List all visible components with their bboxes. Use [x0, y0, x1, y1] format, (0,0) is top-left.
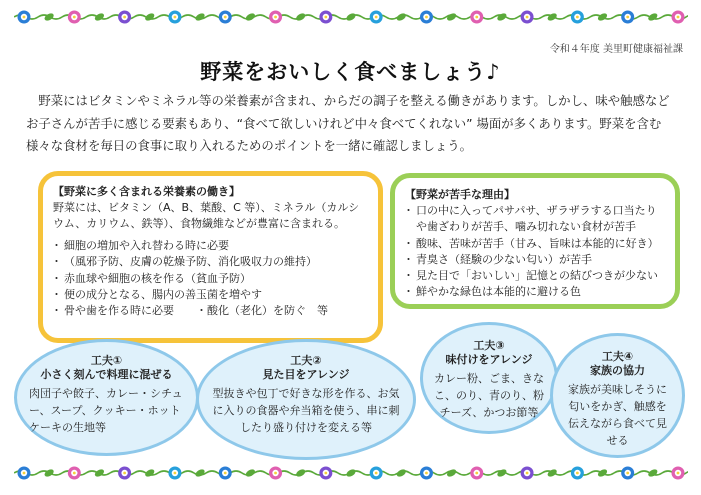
morning-glory-vine-top: [14, 5, 688, 29]
vine-leaf-icon: [345, 12, 357, 22]
morning-glory-flower-icon: [18, 11, 31, 24]
tip-title: 小さく刻んで料理に混ぜる: [40, 368, 173, 381]
vine-leaf-icon: [647, 12, 659, 22]
morning-glory-flower-icon: [521, 11, 534, 24]
tip-number: 工夫②: [290, 354, 322, 367]
morning-glory-flower-icon: [319, 467, 332, 480]
vine-leaf-icon: [647, 468, 659, 478]
dislike-item: ・ 見た目で「おいしい」記憶との結びつきが少ない: [405, 268, 665, 284]
vine-leaf-icon: [446, 468, 458, 478]
tip-body: 肉団子や餃子、カレー・シチュー、スープ、クッキー・ホットケーキの生地等: [29, 387, 183, 434]
vine-leaf-icon: [43, 12, 55, 22]
vine-leaf-icon: [295, 12, 307, 22]
morning-glory-flower-icon: [269, 467, 282, 480]
dislike-reasons-box: [390, 173, 680, 309]
morning-glory-flower-icon: [571, 11, 584, 24]
morning-glory-flower-icon: [370, 467, 383, 480]
vine-leaf-icon: [144, 468, 156, 478]
vine-leaf-icon: [446, 12, 458, 22]
intro-text: 野菜にはビタミンやミネラル等の栄養素が含まれ、からだの調子を整える働きがあります。しかし、味や触感などお子さんが苦手に感じる要素もあり、“食べて欲しいけれど中々食べてくれない” 場面が多くあります。野菜を含む様々な食材を毎日の食事に取り入れるためのポイントを一緒に確認しましょう。: [26, 93, 670, 153]
page-title: 野菜をおいしく食べましょう♪: [200, 60, 501, 84]
nutrients-item: ・ 細胞の増加や入れ替わる時に必要: [53, 238, 368, 254]
morning-glory-flower-icon: [118, 467, 131, 480]
morning-glory-flower-icon: [672, 467, 685, 480]
morning-glory-flower-icon: [68, 467, 81, 480]
morning-glory-flower-icon: [621, 11, 634, 24]
morning-glory-flower-icon: [168, 11, 181, 24]
morning-glory-flower-icon: [219, 11, 232, 24]
morning-glory-flower-icon: [420, 467, 433, 480]
vine-leaf-icon: [144, 12, 156, 22]
tip-body: カレー粉、ごま、きなこ、のり、青のり、粉チーズ、かつお節等: [434, 372, 544, 419]
morning-glory-flower-icon: [18, 467, 31, 480]
vine-leaf-icon: [245, 12, 257, 22]
nutrients-item-note-text: （風邪予防、皮膚の乾燥予防、消化吸収力の維持）: [64, 255, 317, 269]
morning-glory-flower-icon: [420, 11, 433, 24]
nutrients-list: [53, 238, 368, 319]
morning-glory-flower-icon: [68, 11, 81, 24]
nutrients-item-note: [53, 254, 368, 270]
tip-oval-2: [196, 339, 416, 460]
morning-glory-flower-icon: [219, 467, 232, 480]
vine-leaf-icon: [94, 12, 106, 22]
morning-glory-flower-icon: [269, 11, 282, 24]
tip-oval-3: [420, 322, 558, 434]
vine-leaf-icon: [194, 12, 206, 22]
vine-leaf-icon: [546, 12, 558, 22]
nutrients-heading: 【野菜に多く含まれる栄養素の働き】: [53, 185, 240, 198]
intro-paragraph: [26, 90, 676, 158]
vine-leaf-icon: [496, 12, 508, 22]
tip-number: 工夫④: [601, 350, 634, 363]
organization-label: 令和４年度 美里町健康福祉課: [549, 44, 683, 55]
nutrients-text: 野菜には、ビタミン（A、B、葉酸、C 等）、ミネラル（カルシウム、カリウム、鉄等）、食物繊維などが豊富に含まれる。: [53, 201, 360, 230]
morning-glory-flower-icon: [672, 11, 685, 24]
morning-glory-flower-icon: [621, 467, 634, 480]
vine-leaf-icon: [597, 12, 609, 22]
vine-leaf-icon: [43, 468, 55, 478]
nutrients-item: ・ 赤血球や細胞の核を作る（貧血予防）: [53, 271, 368, 287]
morning-glory-vine-bottom: [14, 461, 688, 485]
vine-leaf-icon: [395, 468, 407, 478]
tip-body: 型抜きや包丁で好きな形を作る、お気に入りの食器や弁当箱を使う、串に刺したり盛り付けを変える等: [212, 387, 400, 434]
vine-leaf-icon: [194, 468, 206, 478]
morning-glory-flower-icon: [370, 11, 383, 24]
tip-title: 味付けをアレンジ: [445, 353, 533, 366]
tip-title: 見た目をアレンジ: [262, 368, 350, 381]
tip-number: 工夫③: [473, 339, 505, 352]
vine-leaf-icon: [295, 468, 307, 478]
vine-leaf-icon: [345, 468, 357, 478]
morning-glory-flower-icon: [470, 467, 483, 480]
nutrients-item: ・ 骨や歯を作る時に必要 ・酸化（老化）を防ぐ 等: [53, 303, 368, 319]
dislike-heading: 【野菜が苦手な理由】: [405, 188, 515, 201]
morning-glory-flower-icon: [319, 11, 332, 24]
vine-leaf-icon: [94, 468, 106, 478]
tip-number: 工夫①: [90, 354, 123, 367]
nutrients-item: ・ 便の成分となる、腸内の善玉菌を増やす: [53, 287, 368, 303]
dislike-item: ・ 酸味、苦味が苦手（甘み、旨味は本能的に好き）: [405, 236, 665, 252]
dislike-item: ・ 鮮やかな緑色は本能的に避ける色: [405, 284, 665, 300]
vine-leaf-icon: [546, 468, 558, 478]
vine-leaf-icon: [496, 468, 508, 478]
tip-title: 家族の協力: [590, 364, 645, 377]
morning-glory-flower-icon: [470, 11, 483, 24]
tip-body: 家族が美味しそうに匂いをかぎ、触感を伝えながら食べて見せる: [568, 383, 667, 447]
morning-glory-flower-icon: [118, 11, 131, 24]
morning-glory-flower-icon: [521, 467, 534, 480]
morning-glory-flower-icon: [168, 467, 181, 480]
dislike-list: [405, 203, 665, 301]
tip-oval-4: [550, 333, 685, 458]
nutrients-box: [38, 171, 383, 343]
vine-leaf-icon: [395, 12, 407, 22]
dislike-item: ・ 口の中に入ってパサパサ、ザラザラする口当たりや歯ざわりが苦手、噛み切れない食材が苦手: [405, 203, 665, 236]
dislike-item: ・ 青臭さ（経験の少ない匂い）が苦手: [405, 252, 665, 268]
morning-glory-flower-icon: [571, 467, 584, 480]
tip-oval-1: [14, 339, 199, 456]
vine-leaf-icon: [597, 468, 609, 478]
vine-leaf-icon: [245, 468, 257, 478]
